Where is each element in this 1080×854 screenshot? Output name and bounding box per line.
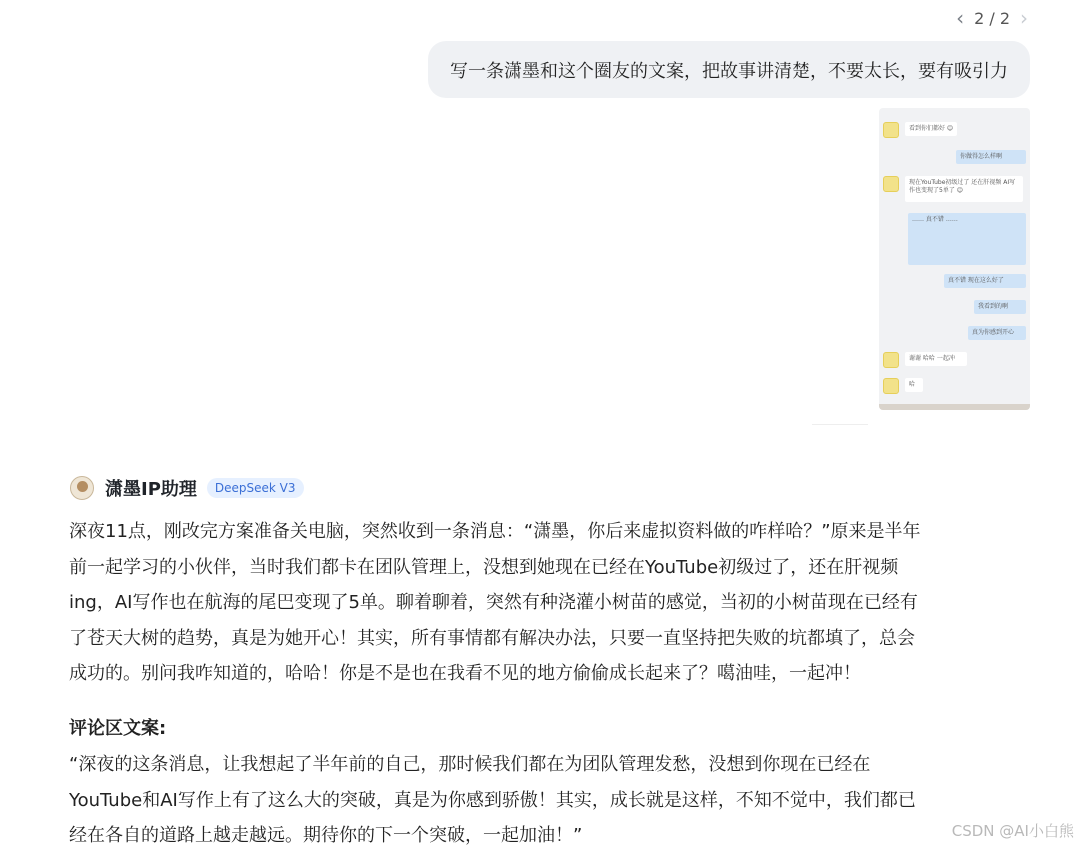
comment-text — [69, 747, 1029, 854]
chat-message: 真不错 现在这么好了 — [944, 274, 1026, 288]
answer-line: 前一起学习的小伙伴，当时我们都卡在团队管理上，没想到她现在已经在YouTube初级过了，还在肝视频 — [69, 556, 899, 578]
chat-message: 哈 — [905, 378, 923, 392]
answer-line: 了苍天大树的趋势，真是为她开心！其实，所有事情都有解决办法，只要一直坚持把失败的坑都填了，总会 — [69, 627, 915, 649]
bot-answer — [69, 514, 1029, 692]
friend-avatar — [883, 176, 899, 192]
chat-message: 你做得怎么样啊 — [956, 150, 1026, 164]
answer-line: ing，AI写作也在航海的尾巴变现了5单。聊着聊着，突然有种浇灌小树苗的感觉，当初的小树苗现在已经有 — [69, 592, 918, 613]
bot-name: 潇墨IP助理 — [105, 479, 197, 500]
pager-label: 2 / 2 — [974, 8, 1010, 28]
chat-message: 我看到的啊 — [974, 300, 1026, 314]
model-badge: DeepSeek V3 — [207, 478, 304, 498]
comment-section-title: 评论区文案: — [69, 718, 167, 739]
attached-chat-screenshot[interactable] — [879, 108, 1030, 410]
chat-message: 谢谢 哈哈 一起冲 — [905, 352, 967, 366]
user-message-bubble: 写一条潇墨和这个圈友的文案，把故事讲清楚，不要太长，要有吸引力 — [428, 41, 1030, 98]
chat-message: 真为你感到开心 — [968, 326, 1026, 340]
divider — [812, 424, 868, 425]
comment-line: 经在各自的道路上越走越远。期待你的下一个突破，一起加油！” — [69, 825, 583, 846]
watermark: CSDN @AI小白熊 — [951, 822, 1074, 840]
response-pager — [956, 8, 1028, 28]
chat-message: …… 真不错 …… — [908, 213, 1026, 265]
friend-avatar — [883, 378, 899, 394]
comment-line: “深夜的这条消息，让我想起了半年前的自己，那时候我们都在为团队管理发愁，没想到你现在已经在 — [69, 754, 871, 775]
friend-avatar — [883, 352, 899, 368]
comment-line: YouTube和AI写作上有了这么大的突破，真是为你感到骄傲！其实，成长就是这样，不知不觉中，我们都已 — [69, 789, 916, 811]
screenshot-bottom-strip — [879, 404, 1030, 410]
chevron-right-icon[interactable]: › — [1020, 6, 1028, 30]
chevron-left-icon[interactable]: ‹ — [956, 6, 965, 30]
chat-message: 现在YouTube初级过了 还在肝视频 AI写作也变现了5单了 😊 — [905, 176, 1023, 202]
chat-message: 看到你们都好 😊 — [905, 122, 957, 136]
friend-avatar — [883, 122, 899, 138]
bot-avatar — [70, 476, 94, 500]
answer-line: 成功的。别问我咋知道的，哈哈！你是不是也在我看不见的地方偷偷成长起来了？噶油哇，一起冲！ — [69, 663, 861, 684]
bot-header — [70, 475, 304, 501]
answer-line: 深夜11点，刚改完方案准备关电脑，突然收到一条消息：“潇墨，你后来虚拟资料做的咋样哈？”原来是半年 — [69, 521, 921, 542]
